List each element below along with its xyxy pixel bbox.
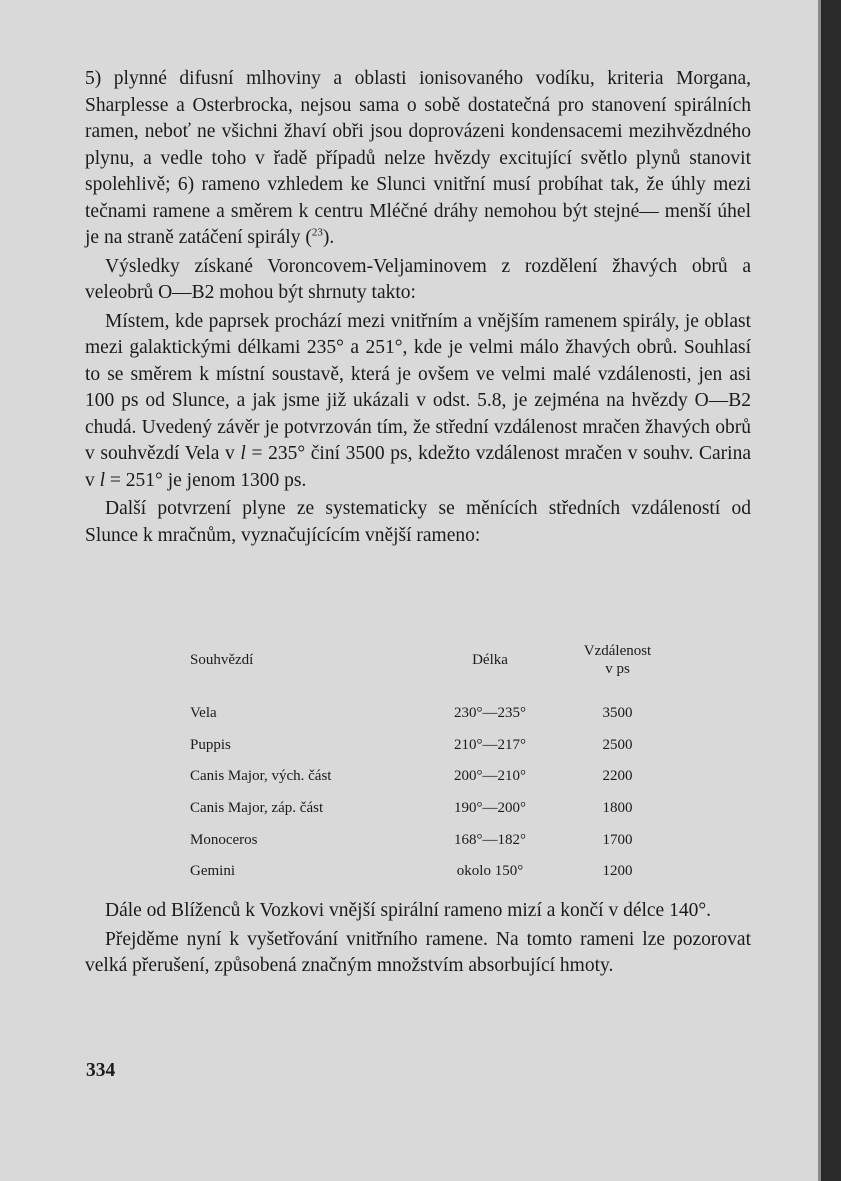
cell-longitude: 210°—217° bbox=[454, 736, 526, 753]
cell-longitude: 190°—200° bbox=[454, 800, 526, 817]
table-row bbox=[190, 698, 680, 730]
paragraph-1 bbox=[85, 66, 751, 252]
cell-constellation: Gemini bbox=[190, 863, 235, 880]
header-distance-line1: Vzdálenost bbox=[583, 643, 652, 659]
cell-constellation: Monoceros bbox=[190, 831, 258, 848]
book-spine-edge bbox=[821, 0, 841, 1181]
body-text-bottom bbox=[85, 898, 751, 980]
table-header-row bbox=[190, 632, 680, 688]
cell-longitude: 200°—210° bbox=[454, 768, 526, 785]
paragraph-3-text-c: = 251° je jenom 1300 ps. bbox=[105, 469, 307, 491]
paragraph-6: Přejděme nyní k vyšetřování vnitřního ramene. Na tomto rameni lze pozorovat velká přerušení, způsobená značným množstvím absorbující hmoty. bbox=[85, 928, 751, 976]
paragraph-3-text-b: = 235° činí 3500 ps, kdežto vzdálenost mračen v souhv. Carina v bbox=[85, 443, 751, 491]
cell-distance: 2500 bbox=[602, 736, 633, 753]
cell-constellation: Canis Major, záp. část bbox=[190, 800, 324, 817]
paragraph-2: Výsledky získané Voroncovem-Veljaminovem z rozdělení žhavých obrů a veleobrů O—B2 mohou být shrnuty takto: bbox=[85, 255, 751, 303]
page-number: 334 bbox=[86, 1060, 116, 1081]
cell-constellation: Vela bbox=[190, 705, 217, 722]
cell-distance: 2200 bbox=[602, 768, 633, 785]
table-row bbox=[190, 761, 680, 793]
table-row bbox=[190, 793, 680, 825]
cell-distance: 1200 bbox=[602, 863, 633, 880]
paragraph-5: Dále od Blíženců k Vozkovi vnější spirální rameno mizí a končí v délce 140°. bbox=[105, 900, 712, 921]
cell-longitude: 230°—235° bbox=[454, 705, 526, 722]
distance-table bbox=[190, 632, 680, 888]
cell-distance: 1800 bbox=[602, 800, 633, 817]
longitude-symbol: l bbox=[240, 443, 246, 464]
header-distance bbox=[555, 632, 680, 688]
header-distance-line2: v ps bbox=[605, 661, 630, 677]
table-row bbox=[190, 824, 680, 856]
paragraph-3-text: Místem, kde paprsek prochází mezi vnitřním a vnějším ramenem spirály, je oblast mezi galaktickými délkami 235° a 251°, kde je velmi málo žhavých obrů. Souhlasí to se směrem k místní soustavě, která je ovšem ve velmi malé vzdálenosti, jen asi 100 ps od Slunce, a jak jsme již ukázali v odst. 5.8, je zejména na hvězdy O—B2 chudá. Uvedený závěr je potvrzován tím, že střední vzdálenost mračen žhavých obrů v souhvězdí Vela v bbox=[85, 310, 751, 464]
paragraph-1-text: 5) plynné difusní mlhoviny a oblasti ionisovaného vodíku, kriteria Morgana, Sharplesse a Osterbrocka, nejsou sama o sobě dostatečná pro stanovení spirálních ramen, neboť ne všichni žhaví obři jsou doprovázeni kondensacemi mezihvězdného plynu, a vedle toho v řadě případů nelze hvězdy excitující světlo plynů stanovit spolehlivě; 6) rameno vzhledem ke Slunci vnitřní musí probíhat tak, že úhly mezi tečnami ramene a směrem k centru Mléčné dráhy nemohou být stejné— menší úhel je na straně zatáčení spirály ( bbox=[85, 68, 751, 248]
header-constellation: Souhvězdí bbox=[190, 651, 254, 668]
body-text-top bbox=[85, 66, 751, 549]
cell-longitude: 168°—182° bbox=[454, 831, 526, 848]
footnote-ref: 23 bbox=[311, 226, 323, 239]
cell-constellation: Canis Major, vých. část bbox=[190, 768, 332, 785]
table-row bbox=[190, 856, 680, 888]
cell-distance: 3500 bbox=[602, 705, 633, 722]
header-longitude: Délka bbox=[472, 651, 508, 668]
paragraph-1-close: ). bbox=[322, 227, 335, 248]
table-row bbox=[190, 730, 680, 762]
paragraph-3 bbox=[85, 309, 751, 495]
cell-constellation: Puppis bbox=[190, 736, 231, 753]
longitude-symbol: l bbox=[99, 469, 106, 491]
paragraph-4: Další potvrzení plyne ze systematicky se měnících středních vzdáleností od Slunce k mračnům, vyznačujícícím vnější rameno: bbox=[85, 498, 751, 546]
cell-distance: 1700 bbox=[602, 831, 633, 848]
cell-longitude: okolo 150° bbox=[456, 863, 524, 880]
